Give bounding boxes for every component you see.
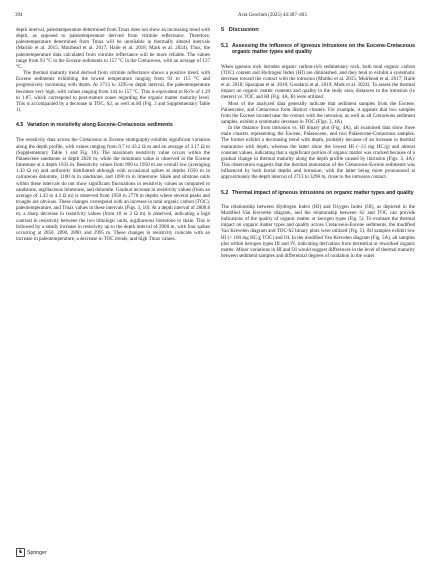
springer-horse-icon: ♞: [16, 548, 25, 557]
section-number: 5.2: [221, 189, 229, 196]
paragraph: When igneous rock intrudes organic carbon-rich sedimentary rock, both total organic carbon (TOC) content and Hydrogen Index (HI) are diminished, and they tend to exhibit a systematic decrease toward the contact with the intrusion (Mariño et al. 2015; Muirhead et al. 2017; Haile et al. 2018; Spacapan et al. 2018; Goodarzi et al. 2019; Mark et al. 2024). To assess the thermal impact on organic matter contents and quality in the study area, distances to the intrusion (in meters) vs. TOC and HI (Fig. 4A, B) were utilized.: [221, 63, 415, 101]
section-heading-5-1: [221, 43, 415, 56]
section-heading-5-2: [221, 190, 415, 196]
page-number: 394: [15, 13, 23, 18]
publisher-footer: [16, 548, 47, 557]
section-number: 4.5: [16, 122, 24, 129]
paragraph: depth interval, paleotemperature determined from Tmax does not show an increasing trend with depth, as opposed to paleotemperature derived from vitrinite reflectance. Therefore, paleotemperature determined from Tmax will be unreliable in thermally altered intervals (Mariño et al. 2015; Muirhead et al. 2017; Haile et al. 2018; Mark et al. 2024). Thus, the paleotemperature data calculated from vitrinite reflectance will be more reliable. The values range from 93 °C in the Eocene sediments to 157 °C in the Cretaceous, with an average of 127 °C.: [16, 27, 210, 70]
paragraph: The relationship between Hydrogen Index (HI) and Oxygen Index (OI), as depicted in the Modified Van Krevelen diagram, and the relationship between S2 and TOC can provide indications of the quality of organic matter or kerogen types (Fig. 5). To evaluate the thermal impact on organic matter types and quality across Cretaceous-Eocene sediments, the modified Van Krevelen diagram and TOC-S2 binary plots were utilized (Fig. 5). All samples exhibit low HI (< 100 mg HC/g TOC) and OI. In the modified Van Krevelen diagram (Fig. 5A), all samples plot within kerogen types III and IV, indicating derivation from terrestrial or reworked organic matter. Minor variations in HI and OI would suggest differences in the level of thermal maturity between sediment samples and differential degrees of oxidation in the water: [221, 203, 415, 260]
right-column: [221, 27, 415, 259]
publisher-name: Springer: [27, 549, 47, 556]
section-heading-5: [221, 27, 415, 34]
left-column: [16, 27, 210, 242]
paragraph: The thermal maturity trend derived from vitrinite reflectance shows a positive trend, with Eocene sediments exhibiting the lowest temperature ranging from 93 to 115 °C and progressively increasing with depth. At 2713 to 3295-m depth interval, the paleotemperature becomes very high, with values ranging from 144 to 157 °C. This is equivalent to Ro% of 1.29 to 1.87, which correspond to post-mature zones regarding the organic matter maturity level. This is accompanied by a decrease in TOC, S2, as well as HI (Fig. 3 and Supplementary Table 1).: [16, 70, 210, 114]
section-title: Discussion: [228, 27, 259, 33]
section-number: 5.1: [221, 43, 229, 49]
paragraph: The resistivity data across the Cretaceous to Eocene stratigraphy exhibits significant variation along the depth profile, with values ranging from 0.7 to 43.2 Ω m and an average of 3.17 Ω m (Supplementary Table 1 and Fig. 10). The maximum resistivity value occurs within the Palaeocene sandstone at depth 2620 m, while the minimum value is observed in the Eocene limestone at a depth 1633 m. Resistivity values from 990 to 1950 m are overall low (averaging 1.43 Ω m) and uniformly distributed although with occasional spikes at depths 1050 m in calcareous dolomite, 1100 m in sandstone, and 1690 m in limestone. Shale and siltstone units within these intervals do not show significant fluctuations in resistivity values as compared to sandstone, argillaceous limestone, and dolomite. Gradual increase in resistivity values (from an average of 1.43 to 4.3 Ω m) is observed from 1950 to 2770 m depths where several peaks and troughs are obvious. These changes correspond with an increase in total organic carbon (TOC), paleotemperature, and Tmax values in these intervals (Figs. 3, 10). At a depth interval of 2808.8 m, a sharp decrease in resistivity values (from 18 to 2 Ω m) is observed, indicating a high contrast in resistivity between the two lithologic units, argillaceous limestone to shale. This is followed by a steady increase in resistivity up to the depth interval of 2900 m, with four spikes occurring at 2850, 2890, 2890, and 2995 m. These changes in resistivity coincide with an increase in paleotemperature, a decrease in TOC trends, and high Tmax values.: [16, 137, 210, 242]
section-number: 5: [221, 27, 225, 33]
section-title: Thermal impact of igneous intrusions on organic matter types and quality: [232, 189, 414, 196]
paragraph: In the distance from intrusion vs. HI binary plot (Fig. 4A), all examined data show three main clusters representing the Eocene, Palaeocene, and two Palaeocene-Cretaceous samples. The former exhibit a decreasing trend with depth, probably because of an increase in thermal maturation with depth, whereas the latter show the lowest HI (~13 mg HC/g) and almost constant values, indicating that a significant portion of organic matter was cracked because of a gradual change in thermal maturity along the depth profile caused by intrusion (Figs. 3, 4A). This observation suggests that the thermal maturation of the Cretaceous-Eocene sediments was influenced by both burial depths and intrusion, with the latter being more pronounced at approximately the depth interval of 2713 to 3296 m, close to the intrusion contact.: [221, 125, 415, 181]
section-title: Variation in resistivity along Eocene-Cretaceous sediments: [27, 122, 173, 129]
journal-header: Acta Geochim (2025) 44:387–403: [238, 13, 307, 18]
paragraph: Most of the analyzed data generally indicate that sediment samples from the Eocene, Palaeocene, and Cretaceous form distinct clusters. For example, it appears that two samples from the Eocene located near the contact with the intrusion, as well as all Cretaceous sediment samples, exhibit a systematic decrease in TOC (Figs. 3, 4A).: [221, 100, 415, 125]
section-title: Assessing the influence of igneous intrusions on the Eocene-Cretaceous organic matter types and quality: [232, 43, 415, 56]
